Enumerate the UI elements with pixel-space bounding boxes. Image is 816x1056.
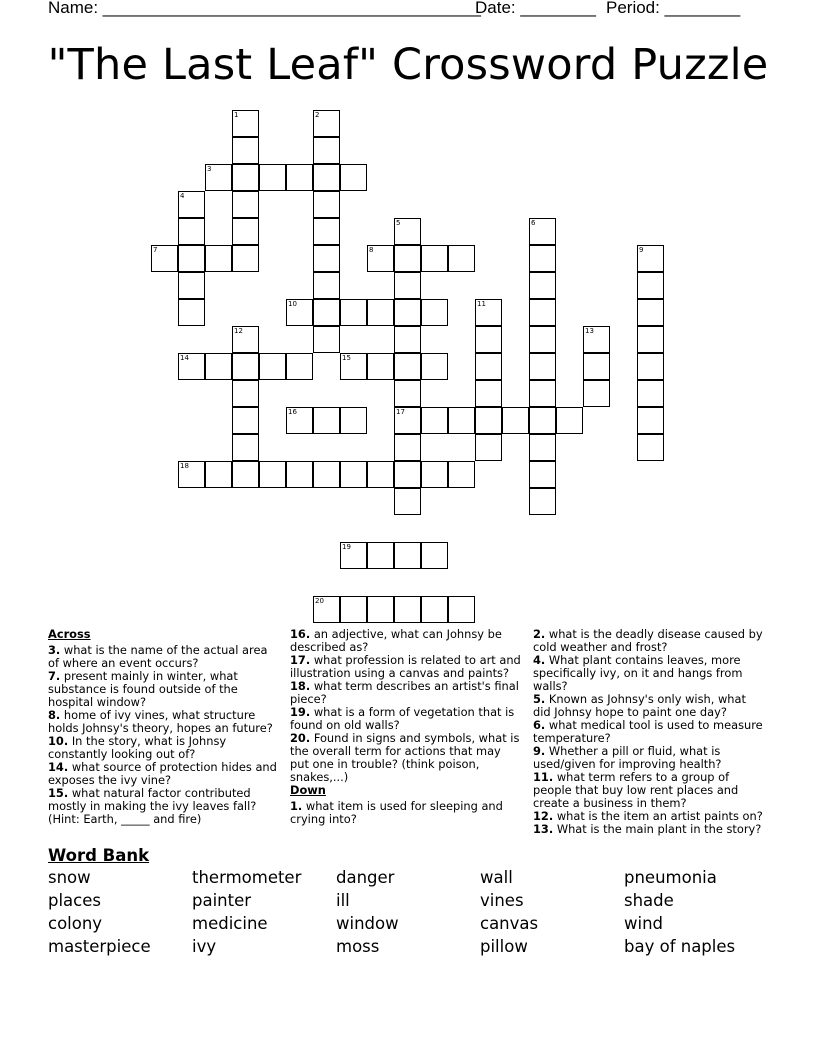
crossword-cell[interactable] — [448, 461, 475, 488]
crossword-cell[interactable] — [529, 380, 556, 407]
crossword-cell[interactable] — [529, 461, 556, 488]
crossword-cell[interactable] — [475, 380, 502, 407]
crossword-cell[interactable] — [232, 353, 259, 380]
crossword-cell[interactable] — [232, 218, 259, 245]
crossword-cell[interactable] — [475, 407, 502, 434]
crossword-cell[interactable] — [637, 299, 664, 326]
crossword-cell[interactable] — [421, 542, 448, 569]
cell-number: 12 — [234, 327, 243, 335]
crossword-cell[interactable] — [340, 461, 367, 488]
word-bank-item: wind — [624, 914, 664, 933]
cell-number: 14 — [180, 354, 189, 362]
crossword-cell[interactable] — [529, 299, 556, 326]
word-bank-item: bay of naples — [624, 937, 736, 956]
crossword-cell[interactable] — [394, 488, 421, 515]
crossword-cell[interactable] — [259, 461, 286, 488]
word-bank-item: pneumonia — [624, 868, 717, 887]
crossword-cell[interactable] — [637, 434, 664, 461]
crossword-cell[interactable] — [421, 299, 448, 326]
cell-number: 5 — [396, 219, 401, 227]
crossword-cell[interactable] — [340, 596, 367, 623]
name-field[interactable]: Name: ________________________________________ — [48, 0, 481, 17]
crossword-cell[interactable] — [529, 272, 556, 299]
crossword-cell[interactable] — [232, 164, 259, 191]
clue-down-11: 11. what term refers to a group of people that buy low rent places and create a business in them? — [533, 770, 739, 810]
crossword-cell[interactable] — [394, 596, 421, 623]
crossword-cell[interactable] — [232, 191, 259, 218]
crossword-cell[interactable] — [529, 488, 556, 515]
crossword-cell[interactable] — [421, 407, 448, 434]
clue-across-10: 10. In the story, what is Johnsy constantly looking out of? — [48, 734, 227, 761]
crossword-cell[interactable] — [394, 245, 421, 272]
cell-number: 2 — [315, 111, 320, 119]
crossword-cell[interactable] — [178, 272, 205, 299]
crossword-cell[interactable] — [340, 299, 367, 326]
crossword-cell[interactable] — [340, 164, 367, 191]
crossword-cell[interactable] — [313, 299, 340, 326]
crossword-cell[interactable] — [637, 326, 664, 353]
word-bank-item: snow — [48, 868, 91, 887]
crossword-cell[interactable] — [232, 137, 259, 164]
crossword-cell[interactable] — [205, 245, 232, 272]
crossword-cell[interactable] — [232, 407, 259, 434]
crossword-cell[interactable] — [529, 407, 556, 434]
crossword-cell[interactable] — [475, 326, 502, 353]
across-heading: Across — [48, 627, 91, 641]
clues-column-2 — [290, 628, 522, 826]
crossword-cell[interactable] — [313, 218, 340, 245]
crossword-cell[interactable] — [583, 353, 610, 380]
word-bank-item: window — [336, 914, 399, 933]
crossword-cell[interactable] — [529, 326, 556, 353]
crossword-cell[interactable] — [232, 461, 259, 488]
crossword-cell[interactable] — [205, 461, 232, 488]
crossword-cell[interactable] — [394, 542, 421, 569]
word-bank-item: ill — [336, 891, 350, 910]
crossword-cell[interactable] — [259, 353, 286, 380]
cell-number: 10 — [288, 300, 297, 308]
crossword-cell[interactable] — [448, 407, 475, 434]
crossword-cell[interactable] — [286, 461, 313, 488]
word-bank-item: vines — [480, 891, 524, 910]
word-bank-item: pillow — [480, 937, 528, 956]
clue-across-14: 14. what source of protection hides and exposes the ivy vine? — [48, 760, 277, 787]
crossword-cell[interactable] — [394, 380, 421, 407]
cell-number: 9 — [639, 246, 644, 254]
crossword-cell[interactable] — [232, 434, 259, 461]
crossword-cell[interactable] — [313, 407, 340, 434]
crossword-cell[interactable] — [529, 245, 556, 272]
crossword-cell[interactable] — [448, 245, 475, 272]
word-bank-item: painter — [192, 891, 252, 910]
word-bank — [48, 868, 768, 957]
crossword-cell[interactable] — [394, 461, 421, 488]
clue-down-1: 1. what item is used for sleeping and crying into? — [290, 799, 503, 826]
clue-down-13: 13. What is the main plant in the story? — [533, 822, 762, 836]
crossword-cell[interactable] — [313, 191, 340, 218]
crossword-cell[interactable] — [394, 299, 421, 326]
crossword-cell[interactable] — [313, 137, 340, 164]
clue-down-9: 9. Whether a pill or fluid, what is used/given for improving health? — [533, 744, 722, 771]
word-bank-item: shade — [624, 891, 674, 910]
page-title: "The Last Leaf" Crossword Puzzle — [47, 40, 769, 90]
cell-number: 1 — [234, 111, 239, 119]
clue-across-20: 20. Found in signs and symbols, what is the overall term for actions that may put one in trouble? (think poison, snakes,...) — [290, 731, 520, 784]
cell-number: 7 — [153, 246, 158, 254]
clues-column-3 — [533, 628, 765, 836]
crossword-cell[interactable] — [367, 461, 394, 488]
crossword-cell[interactable] — [232, 380, 259, 407]
crossword-cell[interactable] — [529, 434, 556, 461]
crossword-cell[interactable] — [394, 326, 421, 353]
clue-across-19: 19. what is a form of vegetation that is found on old walls? — [290, 705, 515, 732]
crossword-cell[interactable] — [502, 407, 529, 434]
word-bank-item: masterpiece — [48, 937, 151, 956]
crossword-cell[interactable] — [421, 461, 448, 488]
cell-number: 20 — [315, 597, 324, 605]
crossword-cell[interactable] — [286, 353, 313, 380]
word-bank-item: medicine — [192, 914, 268, 933]
word-bank-item: canvas — [480, 914, 539, 933]
crossword-cell[interactable] — [259, 164, 286, 191]
crossword-cell[interactable] — [448, 596, 475, 623]
clue-across-3: 3. what is the name of the actual area of where an event occurs? — [48, 643, 268, 670]
cell-number: 18 — [180, 462, 189, 470]
crossword-cell[interactable] — [367, 542, 394, 569]
crossword-cell[interactable] — [232, 245, 259, 272]
crossword-cell[interactable] — [313, 461, 340, 488]
down-heading: Down — [290, 783, 326, 797]
crossword-cell[interactable] — [637, 407, 664, 434]
crossword-cell[interactable] — [475, 434, 502, 461]
crossword-cell[interactable] — [475, 353, 502, 380]
crossword-cell[interactable] — [394, 353, 421, 380]
crossword-cell[interactable] — [205, 353, 232, 380]
clue-across-18: 18. what term describes an artist's final piece? — [290, 679, 519, 706]
clue-down-6: 6. what medical tool is used to measure temperature? — [533, 718, 763, 745]
cell-number: 19 — [342, 543, 351, 551]
cell-number: 11 — [477, 300, 486, 308]
cell-number: 4 — [180, 192, 185, 200]
clue-down-4: 4. What plant contains leaves, more specifically ivy, on it and hangs from walls? — [533, 653, 743, 693]
clue-across-16: 16. an adjective, what can Johnsy be described as? — [290, 627, 502, 654]
crossword-cell[interactable] — [394, 272, 421, 299]
word-bank-item: thermometer — [192, 868, 302, 887]
word-bank-item: places — [48, 891, 101, 910]
crossword-cell[interactable] — [637, 380, 664, 407]
cell-number: 16 — [288, 408, 297, 416]
clue-down-5: 5. Known as Johnsy's only wish, what did Johnsy hope to paint one day? — [533, 692, 746, 719]
crossword-cell[interactable] — [421, 245, 448, 272]
word-bank-title: Word Bank — [48, 846, 150, 865]
crossword-cell[interactable] — [637, 353, 664, 380]
cell-number: 15 — [342, 354, 351, 362]
crossword-cell[interactable] — [313, 272, 340, 299]
clues-column-1 — [48, 628, 280, 826]
word-bank-item: moss — [336, 937, 380, 956]
crossword-cell[interactable] — [313, 164, 340, 191]
period-field[interactable]: Period: ________ — [606, 0, 741, 17]
cell-number: 6 — [531, 219, 536, 227]
cell-number: 13 — [585, 327, 594, 335]
date-field[interactable]: Date: ________ — [475, 0, 596, 17]
word-bank-item: colony — [48, 914, 103, 933]
crossword-cell[interactable] — [286, 164, 313, 191]
word-bank-item: danger — [336, 868, 395, 887]
crossword-cell[interactable] — [367, 353, 394, 380]
clue-across-15: 15. what natural factor contributed mostly in making the ivy leaves fall? (Hint: Earth, _____ and fire) — [48, 786, 257, 826]
clue-across-17: 17. what profession is related to art and illustration using a canvas and paints? — [290, 653, 521, 680]
crossword-cell[interactable] — [178, 299, 205, 326]
word-bank-item: ivy — [192, 937, 217, 956]
clue-down-2: 2. what is the deadly disease caused by cold weather and frost? — [533, 627, 763, 654]
clue-down-12: 12. what is the item an artist paints on? — [533, 809, 763, 823]
crossword-cell[interactable] — [178, 245, 205, 272]
crossword-cell[interactable] — [367, 299, 394, 326]
crossword-cell[interactable] — [529, 353, 556, 380]
word-bank-item: wall — [480, 868, 513, 887]
crossword-cell[interactable] — [178, 218, 205, 245]
crossword-cell[interactable] — [421, 353, 448, 380]
cell-number: 3 — [207, 165, 212, 173]
crossword-cell[interactable] — [421, 596, 448, 623]
crossword-cell[interactable] — [637, 272, 664, 299]
clue-across-8: 8. home of ivy vines, what structure holds Johnsy's theory, hopes an future? — [48, 708, 273, 735]
crossword-cell[interactable] — [394, 434, 421, 461]
cell-number: 17 — [396, 408, 405, 416]
crossword-cell[interactable] — [340, 407, 367, 434]
crossword-cell[interactable] — [313, 245, 340, 272]
clue-across-7: 7. present mainly in winter, what substance is found outside of the hospital window? — [48, 669, 238, 709]
crossword-cell[interactable] — [583, 380, 610, 407]
crossword-cell[interactable] — [367, 596, 394, 623]
crossword-cell[interactable] — [556, 407, 583, 434]
crossword-cell[interactable] — [313, 326, 340, 353]
cell-number: 8 — [369, 246, 374, 254]
